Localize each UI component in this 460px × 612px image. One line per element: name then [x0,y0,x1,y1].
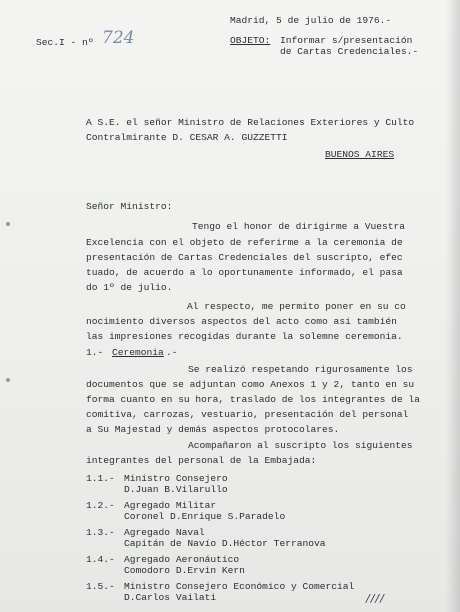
paragraph-3-line: comitiva, carrozas, vestuario, presentación del personal [86,409,409,420]
list-item-role: Agregado Aeronáutico [124,554,240,565]
reference-number-handwritten: 724 [102,28,135,48]
list-item-name: Comodoro D.Ervin Kern [124,565,245,576]
handwritten-footer-mark: //// [366,592,385,605]
paragraph-2-line: las impresiones recogidas durante la solemne ceremonia. [86,331,403,342]
addressee-line-2: Contralmirante D. CESAR A. GUZZETTI [86,132,288,143]
binder-hole [6,378,10,382]
paragraph-4-line: Acompañaron al suscripto los siguientes [188,440,413,451]
list-item-role: Ministro Consejero [124,473,228,484]
paragraph-1-line: Tengo el honor de dirigirme a Vuestra [192,221,406,232]
paragraph-3-line: forma cuanto en su hora, traslado de los integrantes de la [86,394,420,405]
binder-hole [6,222,10,226]
subject-label: OBJETO: [230,35,271,46]
subject-line-1: Informar s/presentación [280,35,413,46]
reference-label: Sec.I - nº [36,37,94,48]
section-title: Ceremonia [112,347,164,358]
paragraph-1-line: Excelencia con el objeto de referirme a la ceremonia de [86,237,403,248]
salutation: Señor Ministro: [86,201,173,212]
list-item-name: Capitán de Navío D.Héctor Terranova [124,538,326,549]
list-item-name: D.Juan B.Vilarullo [124,484,228,495]
subject-line-2: de Cartas Credenciales.- [280,46,419,57]
paragraph-3-line: documentos que se adjuntan como Anexos 1 y 2, tanto en su [86,379,415,390]
paragraph-3-line: a Su Majestad y demás aspectos protocolares. [86,424,340,435]
list-item-name: D.Carlos Vailati [124,592,217,603]
paragraph-1-line: presentación de Cartas Credenciales del suscripto, efec [86,252,403,263]
list-item-role: Agregado Militar [124,500,217,511]
addressee-city: BUENOS AIRES [325,149,395,160]
paragraph-4-line: integrantes del personal de la Embajada: [86,455,317,466]
list-item-role: Ministro Consejero Económico y Comercial [124,581,355,592]
list-item-number: 1.2.- [86,500,115,511]
paragraph-1-line: do 1º de julio. [86,282,173,293]
date-line: Madrid, 5 de julio de 1976.- [230,15,392,26]
list-item-role: Agregado Naval [124,527,205,538]
paragraph-3-line: Se realizó respetando rigurosamente los [188,364,413,375]
paragraph-1-line: tuado, de acuerdo a lo oportunamente informado, el pasa [86,267,403,278]
list-item-number: 1.1.- [86,473,115,484]
list-item-number: 1.4.- [86,554,115,565]
paragraph-2-line: nocimiento diversos aspectos del acto como así también [86,316,397,327]
paragraph-2-line: Al respecto, me permito poner en su co [187,301,406,312]
list-item-number: 1.3.- [86,527,115,538]
section-number: 1.- [86,347,104,358]
list-item-number: 1.5.- [86,581,115,592]
page-edge-shadow [446,0,460,612]
list-item-name: Coronel D.Enrique S.Paradelo [124,511,286,522]
section-suffix: .- [166,347,178,358]
addressee-line-1: A S.E. el señor Ministro de Relaciones Exteriores y Culto [86,117,415,128]
